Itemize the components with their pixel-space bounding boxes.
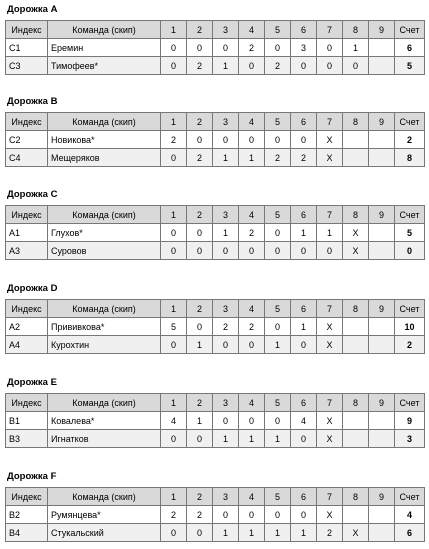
col-end-header: 5	[265, 206, 291, 224]
col-team-header: Команда (скип)	[48, 206, 161, 224]
end-score: 4	[161, 412, 187, 430]
end-score: 2	[187, 149, 213, 167]
col-end-header: 4	[239, 21, 265, 39]
col-end-header: 2	[187, 206, 213, 224]
col-end-header: 1	[161, 300, 187, 318]
col-total-header: Счет	[395, 488, 425, 506]
end-score: 2	[291, 149, 317, 167]
end-score: 2	[187, 506, 213, 524]
col-end-header: 9	[369, 488, 395, 506]
end-score: 0	[291, 336, 317, 354]
table-row	[6, 318, 425, 336]
end-score: X	[317, 149, 343, 167]
col-end-header: 3	[213, 488, 239, 506]
end-score: 0	[265, 506, 291, 524]
end-score: 0	[239, 242, 265, 260]
end-score: 0	[213, 39, 239, 57]
header-row	[6, 113, 425, 131]
end-score: 0	[161, 39, 187, 57]
end-score: X	[317, 131, 343, 149]
sheet-b	[5, 95, 424, 167]
col-team-header: Команда (скип)	[48, 488, 161, 506]
table-row	[6, 412, 425, 430]
end-score: 0	[187, 242, 213, 260]
header-row	[6, 300, 425, 318]
team-name: Курохтин	[48, 336, 161, 354]
col-end-header: 4	[239, 206, 265, 224]
end-score: 2	[239, 318, 265, 336]
col-total-header: Счет	[395, 300, 425, 318]
end-score: X	[343, 224, 369, 242]
header-row	[6, 206, 425, 224]
col-end-header: 9	[369, 206, 395, 224]
end-score	[343, 506, 369, 524]
end-score: 0	[213, 131, 239, 149]
col-index-header: Индекс	[6, 394, 48, 412]
col-end-header: 6	[291, 206, 317, 224]
col-end-header: 6	[291, 300, 317, 318]
col-team-header: Команда (скип)	[48, 394, 161, 412]
end-score: 0	[265, 242, 291, 260]
score-table	[5, 487, 425, 542]
end-score: 0	[291, 430, 317, 448]
sheet-title: Дорожка C	[7, 189, 58, 200]
table-row	[6, 242, 425, 260]
end-score: 0	[213, 412, 239, 430]
table-row	[6, 39, 425, 57]
col-end-header: 7	[317, 488, 343, 506]
col-end-header: 2	[187, 300, 213, 318]
col-end-header: 7	[317, 113, 343, 131]
end-score	[369, 242, 395, 260]
col-end-header: 7	[317, 394, 343, 412]
end-score: 0	[343, 57, 369, 75]
header-row	[6, 488, 425, 506]
col-index-header: Индекс	[6, 113, 48, 131]
team-name: Мещеряков	[48, 149, 161, 167]
team-name: Глухов*	[48, 224, 161, 242]
col-end-header: 7	[317, 300, 343, 318]
end-score: 0	[187, 318, 213, 336]
col-end-header: 3	[213, 394, 239, 412]
sheet-title: Дорожка F	[7, 471, 57, 482]
end-score: 2	[213, 318, 239, 336]
col-team-header: Команда (скип)	[48, 300, 161, 318]
end-score: 0	[161, 149, 187, 167]
col-end-header: 4	[239, 394, 265, 412]
end-score	[369, 149, 395, 167]
score-table	[5, 20, 425, 75]
total-score: 4	[395, 506, 425, 524]
team-name: Тимофеев*	[48, 57, 161, 75]
col-end-header: 4	[239, 113, 265, 131]
sheet-c	[5, 188, 424, 260]
total-score: 5	[395, 224, 425, 242]
end-score: 0	[187, 430, 213, 448]
end-score: 0	[161, 224, 187, 242]
end-score: 1	[213, 149, 239, 167]
header-row	[6, 394, 425, 412]
team-index: B1	[6, 412, 48, 430]
col-end-header: 2	[187, 21, 213, 39]
table-row	[6, 224, 425, 242]
col-end-header: 3	[213, 113, 239, 131]
end-score: 0	[213, 242, 239, 260]
team-index: B4	[6, 524, 48, 542]
end-score: 1	[317, 224, 343, 242]
total-score: 5	[395, 57, 425, 75]
col-end-header: 5	[265, 394, 291, 412]
team-index: A4	[6, 336, 48, 354]
end-score: 0	[265, 412, 291, 430]
total-score: 2	[395, 336, 425, 354]
col-end-header: 5	[265, 21, 291, 39]
end-score: 0	[265, 224, 291, 242]
end-score: 1	[213, 524, 239, 542]
end-score: 0	[161, 430, 187, 448]
col-end-header: 8	[343, 394, 369, 412]
team-index: B2	[6, 506, 48, 524]
end-score	[343, 149, 369, 167]
team-index: A1	[6, 224, 48, 242]
col-end-header: 3	[213, 300, 239, 318]
end-score: 0	[291, 57, 317, 75]
end-score	[369, 336, 395, 354]
col-end-header: 9	[369, 394, 395, 412]
end-score: 1	[343, 39, 369, 57]
col-end-header: 1	[161, 394, 187, 412]
col-index-header: Индекс	[6, 300, 48, 318]
total-score: 2	[395, 131, 425, 149]
col-end-header: 5	[265, 300, 291, 318]
col-end-header: 6	[291, 113, 317, 131]
end-score: X	[317, 506, 343, 524]
end-score	[369, 412, 395, 430]
end-score: 0	[239, 506, 265, 524]
team-index: A2	[6, 318, 48, 336]
end-score	[369, 524, 395, 542]
col-end-header: 8	[343, 488, 369, 506]
sheet-title: Дорожка D	[7, 283, 58, 294]
end-score: 0	[187, 131, 213, 149]
end-score	[369, 131, 395, 149]
total-score: 6	[395, 524, 425, 542]
end-score: 0	[239, 336, 265, 354]
end-score	[369, 506, 395, 524]
col-total-header: Счет	[395, 394, 425, 412]
col-end-header: 9	[369, 113, 395, 131]
team-name: Ковалева*	[48, 412, 161, 430]
col-end-header: 7	[317, 21, 343, 39]
end-score: 2	[161, 506, 187, 524]
end-score: 1	[265, 430, 291, 448]
team-name: Суровов	[48, 242, 161, 260]
end-score: 0	[239, 131, 265, 149]
col-index-header: Индекс	[6, 21, 48, 39]
end-score: 2	[239, 224, 265, 242]
end-score: 0	[317, 57, 343, 75]
end-score: 2	[265, 57, 291, 75]
col-end-header: 8	[343, 206, 369, 224]
end-score	[369, 39, 395, 57]
end-score	[343, 336, 369, 354]
col-end-header: 8	[343, 21, 369, 39]
col-end-header: 6	[291, 488, 317, 506]
sheet-title: Дорожка E	[7, 377, 57, 388]
sheet-title: Дорожка B	[7, 96, 58, 107]
table-row	[6, 57, 425, 75]
col-team-header: Команда (скип)	[48, 21, 161, 39]
score-table	[5, 299, 425, 354]
end-score: 2	[317, 524, 343, 542]
score-table	[5, 393, 425, 448]
col-end-header: 1	[161, 488, 187, 506]
end-score: 1	[291, 524, 317, 542]
col-total-header: Счет	[395, 113, 425, 131]
col-end-header: 8	[343, 113, 369, 131]
end-score: 0	[187, 39, 213, 57]
end-score: 0	[213, 336, 239, 354]
end-score: 2	[187, 57, 213, 75]
table-row	[6, 430, 425, 448]
sheet-d	[5, 282, 424, 354]
score-table	[5, 112, 425, 167]
table-row	[6, 506, 425, 524]
header-row	[6, 21, 425, 39]
end-score	[369, 318, 395, 336]
end-score: 1	[239, 430, 265, 448]
team-index: C3	[6, 57, 48, 75]
team-name: Прививкова*	[48, 318, 161, 336]
end-score: 1	[239, 524, 265, 542]
end-score: 0	[291, 242, 317, 260]
end-score	[369, 430, 395, 448]
end-score: 1	[291, 224, 317, 242]
total-score: 10	[395, 318, 425, 336]
end-score: X	[343, 524, 369, 542]
team-name: Новикова*	[48, 131, 161, 149]
team-index: A3	[6, 242, 48, 260]
total-score: 3	[395, 430, 425, 448]
score-table	[5, 205, 425, 260]
table-row	[6, 524, 425, 542]
end-score	[343, 131, 369, 149]
end-score: 1	[187, 412, 213, 430]
col-end-header: 1	[161, 21, 187, 39]
team-index: B3	[6, 430, 48, 448]
end-score: 0	[187, 524, 213, 542]
sheet-a	[5, 3, 424, 75]
total-score: 9	[395, 412, 425, 430]
col-end-header: 9	[369, 300, 395, 318]
col-end-header: 9	[369, 21, 395, 39]
end-score: 0	[213, 506, 239, 524]
end-score: 0	[161, 524, 187, 542]
table-row	[6, 131, 425, 149]
end-score: 5	[161, 318, 187, 336]
col-end-header: 3	[213, 206, 239, 224]
end-score: 1	[239, 149, 265, 167]
col-end-header: 8	[343, 300, 369, 318]
end-score	[343, 412, 369, 430]
end-score: X	[317, 318, 343, 336]
end-score: 0	[265, 39, 291, 57]
end-score	[369, 57, 395, 75]
end-score: 1	[187, 336, 213, 354]
end-score: 1	[213, 224, 239, 242]
end-score: 0	[265, 131, 291, 149]
table-row	[6, 149, 425, 167]
col-end-header: 1	[161, 113, 187, 131]
end-score: 0	[161, 242, 187, 260]
team-index: C4	[6, 149, 48, 167]
total-score: 8	[395, 149, 425, 167]
end-score: 4	[291, 412, 317, 430]
end-score: 0	[317, 242, 343, 260]
col-end-header: 4	[239, 300, 265, 318]
col-index-header: Индекс	[6, 488, 48, 506]
team-name: Румянцева*	[48, 506, 161, 524]
col-end-header: 6	[291, 394, 317, 412]
end-score: 0	[161, 336, 187, 354]
sheet-e	[5, 376, 424, 448]
col-end-header: 2	[187, 394, 213, 412]
col-end-header: 7	[317, 206, 343, 224]
end-score: 0	[317, 39, 343, 57]
table-row	[6, 336, 425, 354]
col-end-header: 6	[291, 21, 317, 39]
end-score: 0	[187, 224, 213, 242]
team-name: Еремин	[48, 39, 161, 57]
col-total-header: Счет	[395, 206, 425, 224]
end-score	[369, 224, 395, 242]
end-score: 1	[265, 336, 291, 354]
end-score: X	[343, 242, 369, 260]
end-score: 1	[213, 57, 239, 75]
col-end-header: 2	[187, 113, 213, 131]
col-end-header: 2	[187, 488, 213, 506]
team-index: C1	[6, 39, 48, 57]
end-score: 2	[239, 39, 265, 57]
end-score: 1	[291, 318, 317, 336]
col-total-header: Счет	[395, 21, 425, 39]
sheet-f	[5, 470, 424, 542]
col-end-header: 1	[161, 206, 187, 224]
end-score: 0	[161, 57, 187, 75]
total-score: 6	[395, 39, 425, 57]
end-score: 0	[239, 57, 265, 75]
end-score: X	[317, 336, 343, 354]
col-end-header: 4	[239, 488, 265, 506]
col-index-header: Индекс	[6, 206, 48, 224]
end-score	[343, 430, 369, 448]
end-score: 2	[161, 131, 187, 149]
col-end-header: 3	[213, 21, 239, 39]
end-score: X	[317, 430, 343, 448]
total-score: 0	[395, 242, 425, 260]
team-name: Игнатков	[48, 430, 161, 448]
end-score: 1	[213, 430, 239, 448]
team-name: Стукальский	[48, 524, 161, 542]
end-score: X	[317, 412, 343, 430]
end-score: 1	[265, 524, 291, 542]
sheet-title: Дорожка A	[7, 4, 58, 15]
end-score: 0	[239, 412, 265, 430]
end-score	[343, 318, 369, 336]
end-score: 0	[291, 506, 317, 524]
col-end-header: 5	[265, 113, 291, 131]
team-index: C2	[6, 131, 48, 149]
col-team-header: Команда (скип)	[48, 113, 161, 131]
col-end-header: 5	[265, 488, 291, 506]
end-score: 0	[291, 131, 317, 149]
end-score: 2	[265, 149, 291, 167]
end-score: 3	[291, 39, 317, 57]
end-score: 0	[265, 318, 291, 336]
